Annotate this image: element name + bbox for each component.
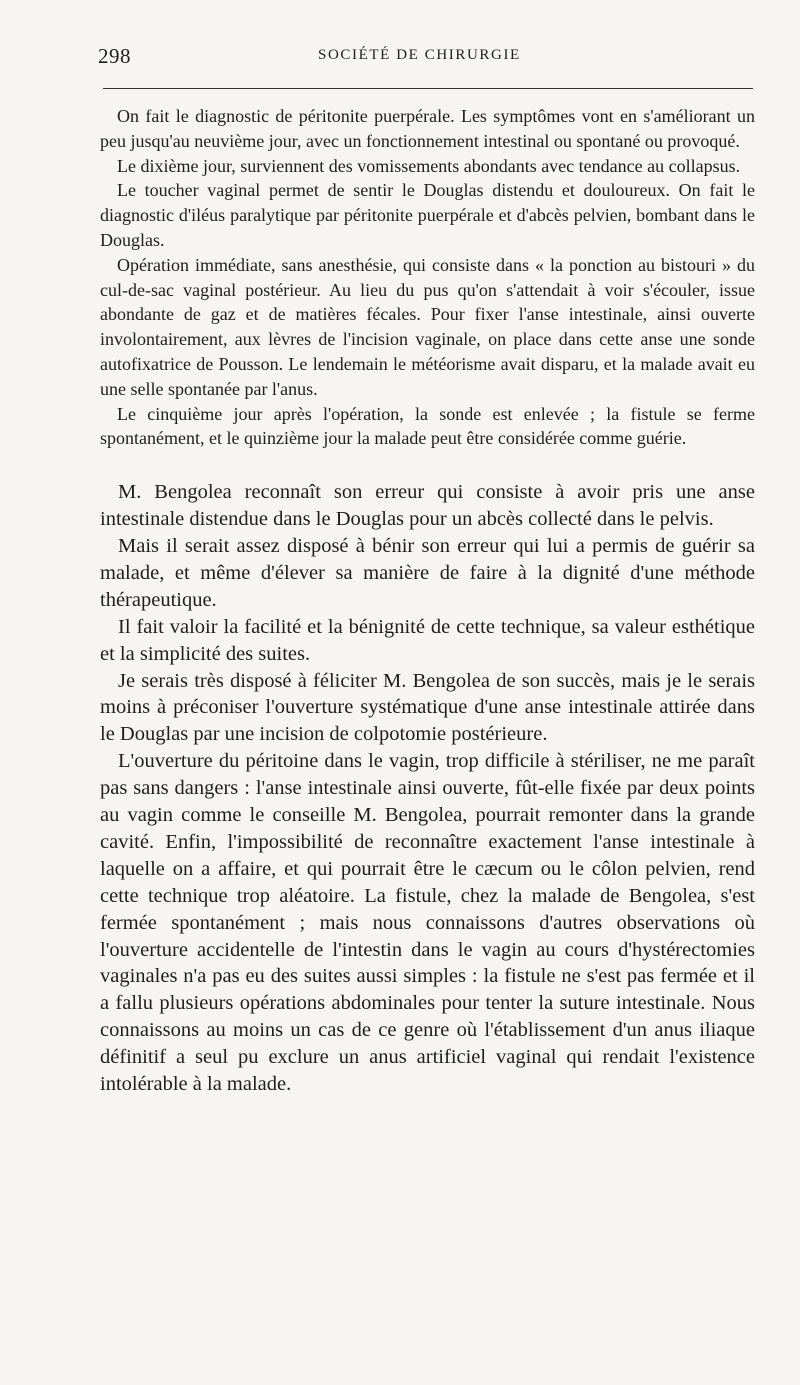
running-head: SOCIÉTÉ DE CHIRURGIE	[318, 47, 521, 63]
paragraph: Le dixième jour, surviennent des vomissements abondants avec tendance au collapsus.	[117, 155, 741, 176]
paragraph: On fait le diagnostic de péritonite puerpérale. Les symptômes vont en s'améliorant un peu jusqu'au neuvième jour, avec un fonctionnement intestinal ou spontané ou provoqué.	[100, 106, 755, 151]
paragraph: M. Bengolea reconnaît son erreur qui consiste à avoir pris une anse intestinale distendue dans le Douglas pour un abcès collecté dans le pelvis.	[100, 481, 755, 531]
paragraph: Il fait valoir la facilité et la bénignité de cette technique, sa valeur esthétique et la simplicité des suites.	[100, 615, 755, 665]
paragraph: Le cinquième jour après l'opération, la sonde est enlevée ; la fistule se ferme spontanément, et le quinzième jour la malade peut être considérée comme guérie.	[100, 403, 755, 449]
body-text	[100, 104, 755, 1098]
commentary	[100, 479, 755, 1098]
paragraph: Mais il serait assez disposé à bénir son erreur qui lui a permis de guérir sa malade, et même d'élever sa manière de faire à la dignité d'une méthode thérapeutique.	[100, 534, 755, 611]
page-header	[98, 44, 753, 70]
case-report	[100, 104, 755, 451]
paragraph: Je serais très disposé à féliciter M. Bengolea de son succès, mais je le serais moins à préconiser l'ouverture systématique d'une anse intestinale attirée dans le Douglas par une incision de colpotomie postérieure.	[100, 669, 755, 746]
paragraph: Le toucher vaginal permet de sentir le Douglas distendu et douloureux. On fait le diagnostic d'iléus paralytique par péritonite puerpérale et d'abcès pelvien, bombant dans le Douglas.	[100, 180, 755, 250]
page-number: 298	[98, 44, 131, 68]
paragraph: Opération immédiate, sans anesthésie, qui consiste dans « la ponction au bistouri » du cul-de-sac vaginal postérieur. Au lieu du pus qu'on s'attendait à voir s'écouler, issue abondante de gaz et de matières fécales. Pour fixer l'anse intestinale, ainsi ouverte involontairement, aux lèvres de l'incision vaginale, on place dans cette anse une sonde autofixatrice de Pousson. Le lendemain le météorisme avait disparu, et la malade avait eu une selle spontanée par l'anus.	[100, 254, 755, 399]
paragraph: L'ouverture du péritoine dans le vagin, trop difficile à stériliser, ne me paraît pas sans dangers : l'anse intestinale ainsi ouverte, fût-elle fixée par deux points au vagin comme le conseille M. Bengolea, pourrait remonter dans la grande cavité. Enfin, l'impossibilité de reconnaître exactement l'anse intestinale à laquelle on a affaire, et qui pourrait être le cæcum ou le côlon pelvien, rend cette technique trop aléatoire. La fistule, chez la malade de Bengolea, s'est fermée spontanément ; mais nous connaissons d'autres observations où l'ouverture accidentelle de l'intestin dans le vagin au cours d'hystérectomies vaginales n'a pas eu des suites aussi simples : la fistule ne s'est pas fermée et il a fallu plusieurs opérations abdominales pour tenter la suture intestinale. Nous connaissons au moins un cas de ce genre où l'établissement d'un anus iliaque définitif a seul pu exclure un anus artificiel vaginal qui rendait l'existence intolérable à la malade.	[100, 750, 755, 1096]
header-rule	[103, 88, 753, 89]
